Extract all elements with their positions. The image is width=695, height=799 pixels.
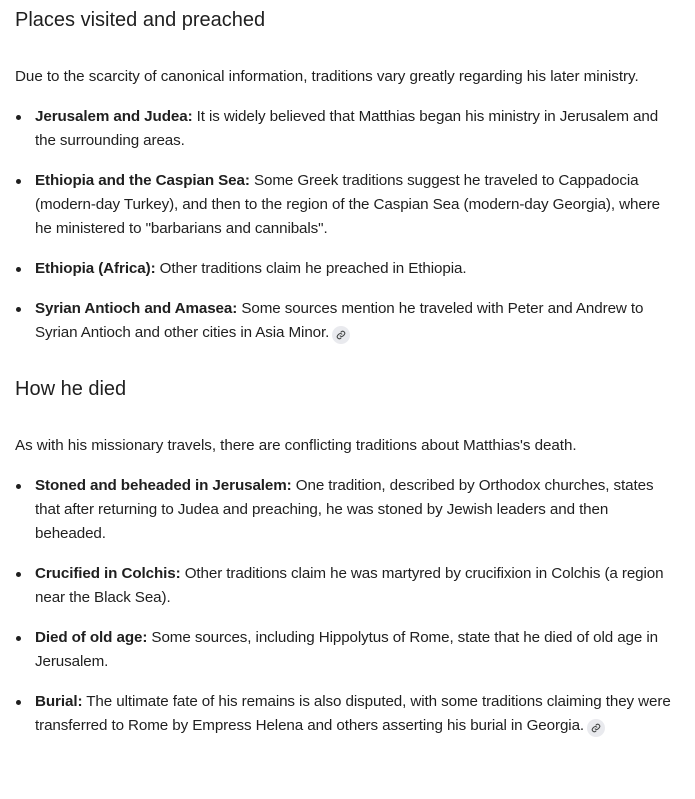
list-item xyxy=(15,562,680,610)
item-term: Crucified in Colchis: xyxy=(35,565,181,582)
list-item xyxy=(15,257,680,281)
list-item xyxy=(15,474,680,546)
item-text: Some Greek traditions suggest he traveled to Cappadocia (modern-day Turkey), and then to the region of the Caspian Sea (modern-day Georgia), where he ministered to "barbarians and cannibals". xyxy=(35,172,660,237)
citation-link-button[interactable] xyxy=(587,719,605,737)
list-item xyxy=(15,626,680,674)
list-item xyxy=(15,105,680,153)
section-heading-death: How he died xyxy=(15,378,127,400)
link-icon xyxy=(591,723,601,733)
item-text: The ultimate fate of his remains is also disputed, with some traditions claiming they were transferred to Rome by Empress Helena and others asserting his burial in Georgia. xyxy=(35,693,671,734)
list-item xyxy=(15,169,680,241)
item-term: Stoned and beheaded in Jerusalem: xyxy=(35,477,292,494)
section-intro-places: Due to the scarcity of canonical information, traditions vary greatly regarding his later ministry. xyxy=(15,68,639,85)
link-icon xyxy=(336,330,346,340)
item-text: Some sources, including Hippolytus of Rome, state that he died of old age in Jerusalem. xyxy=(35,629,658,670)
item-term: Died of old age: xyxy=(35,629,148,646)
section-intro-death: As with his missionary travels, there are conflicting traditions about Matthias's death. xyxy=(15,437,577,454)
item-text: Some sources mention he traveled with Peter and Andrew to Syrian Antioch and other cities in Asia Minor. xyxy=(35,300,644,341)
item-term: Syrian Antioch and Amasea: xyxy=(35,300,238,317)
list-item xyxy=(15,297,680,345)
item-term: Ethiopia and the Caspian Sea: xyxy=(35,172,250,189)
citation-link-button[interactable] xyxy=(332,326,350,344)
places-list xyxy=(15,105,680,345)
list-item xyxy=(15,690,680,738)
item-text: One tradition, described by Orthodox churches, states that after returning to Judea and preaching, he was stoned by Jewish leaders and then beheaded. xyxy=(35,477,654,542)
item-term: Ethiopia (Africa): xyxy=(35,260,156,277)
death-list xyxy=(15,474,680,738)
section-heading-places: Places visited and preached xyxy=(15,9,266,31)
item-term: Jerusalem and Judea: xyxy=(35,108,193,125)
item-text: Other traditions claim he was martyred by crucifixion in Colchis (a region near the Black Sea). xyxy=(35,565,664,606)
item-text: It is widely believed that Matthias began his ministry in Jerusalem and the surrounding areas. xyxy=(35,108,659,149)
item-text: Other traditions claim he preached in Ethiopia. xyxy=(155,260,467,277)
item-term: Burial: xyxy=(35,693,83,710)
